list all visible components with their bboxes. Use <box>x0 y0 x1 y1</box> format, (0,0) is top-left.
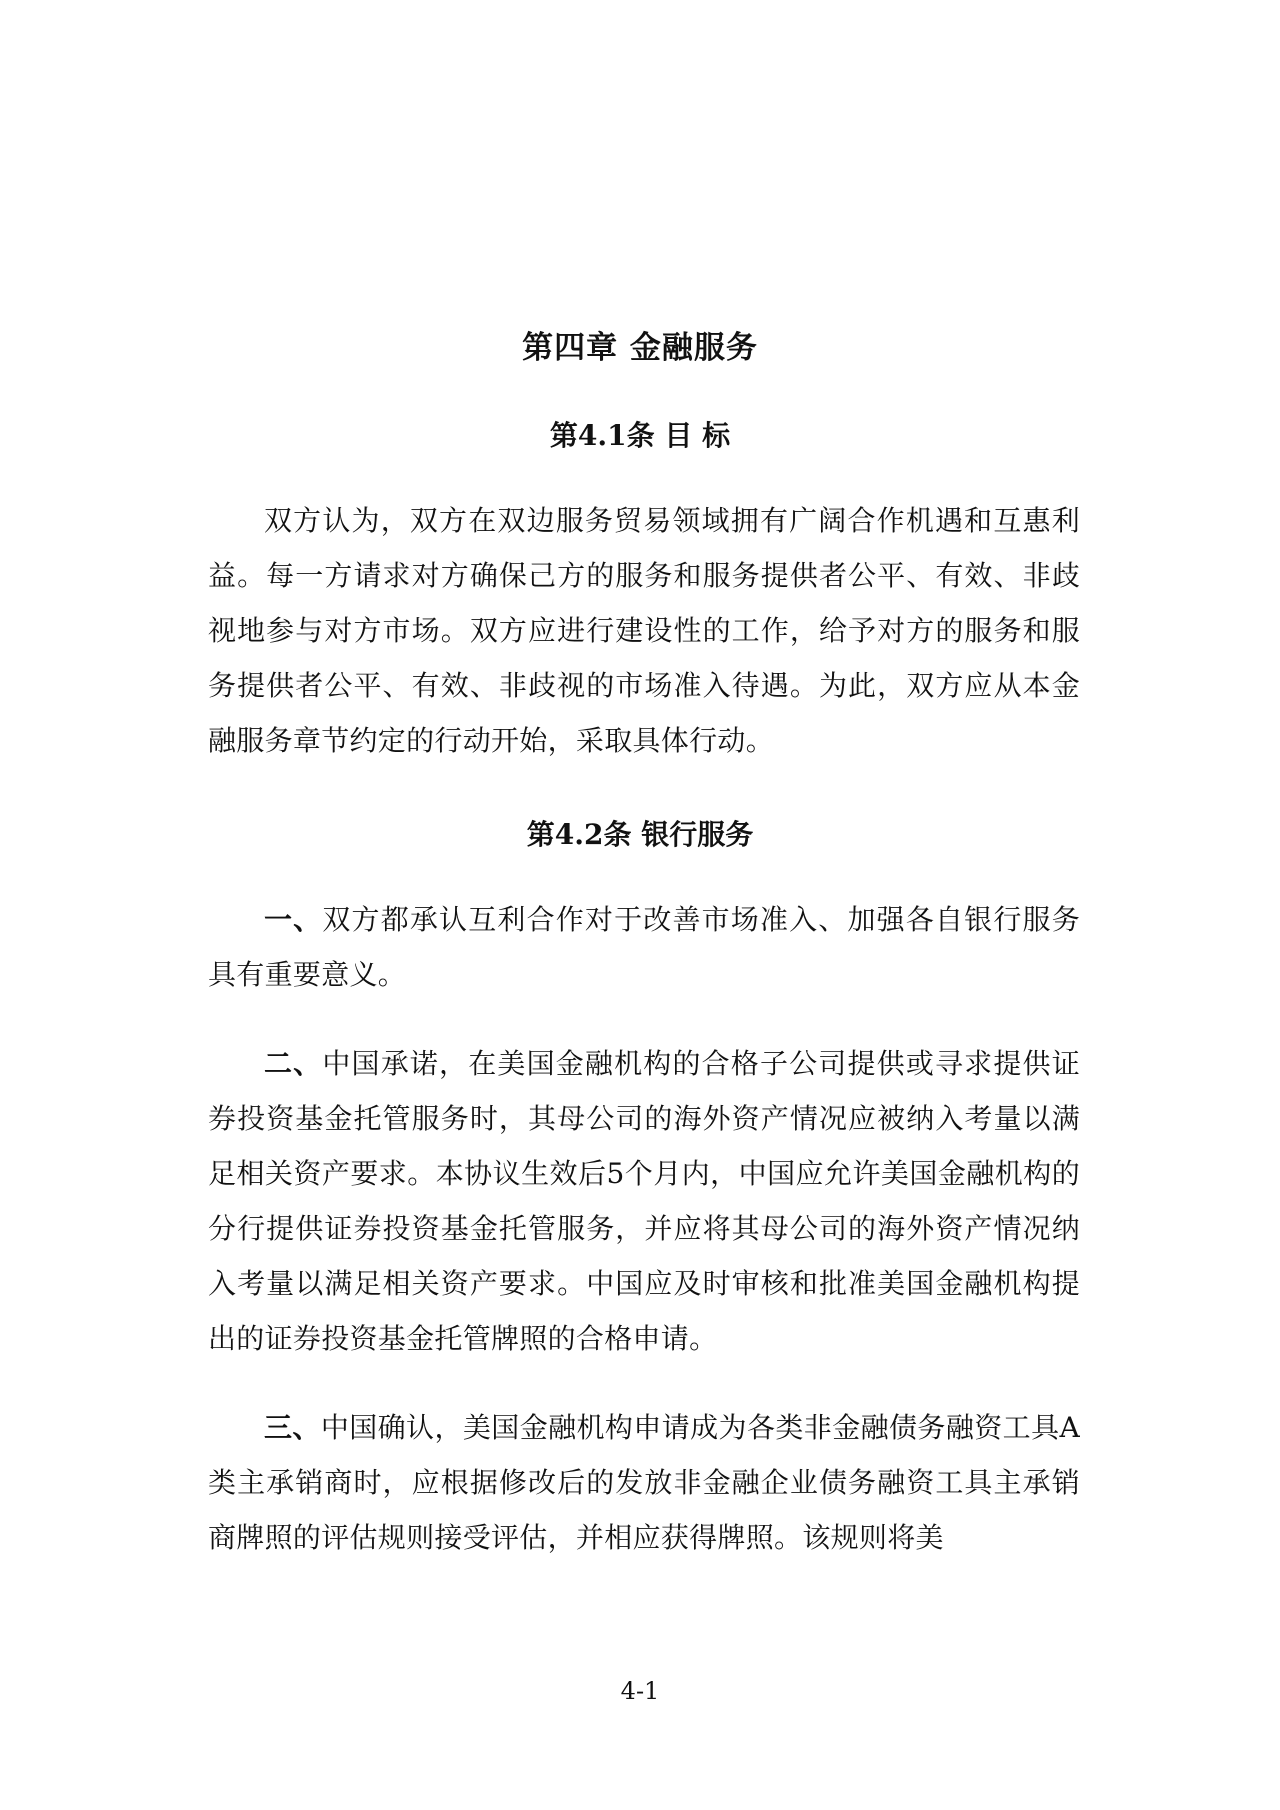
paragraph <box>208 493 1080 768</box>
paragraph <box>208 892 1080 1002</box>
paragraph-text: 双方都承认互利合作对于改善市场准入、加强各自银行服务具有重要意义。 <box>208 903 1080 991</box>
paragraph-lead: 三、 <box>264 1411 321 1444</box>
paragraph-text: 双方认为，双方在双边服务贸易领域拥有广阔合作机遇和互惠利益。每一方请求对方确保己方的服务和服务提供者公平、有效、非歧视地参与对方市场。双方应进行建设性的工作，给予对方的服务和服务提供者公平、有效、非歧视的市场准入待遇。为此，双方应从本金融服务章节约定的行动开始，采取具体行动。 <box>208 504 1080 757</box>
article-title: 第4.1条 目 标 <box>549 419 731 452</box>
paragraph <box>208 1400 1080 1565</box>
paragraph-lead: 一、 <box>264 903 323 936</box>
page-number: 4-1 <box>620 1677 660 1705</box>
paragraph-lead: 二、 <box>264 1047 323 1080</box>
chapter-title: 第四章 金融服务 <box>522 330 758 366</box>
article-title: 第4.2条 银行服务 <box>526 818 754 851</box>
paragraph-text: 中国承诺，在美国金融机构的合格子公司提供或寻求提供证券投资基金托管服务时，其母公司的海外资产情况应被纳入考量以满足相关资产要求。本协议生效后5个月内，中国应允许美国金融机构的分行提供证券投资基金托管服务，并应将其母公司的海外资产情况纳入考量以满足相关资产要求。中国应及时审核和批准美国金融机构提出的证券投资基金托管牌照的合格申请。 <box>208 1047 1080 1355</box>
paragraph <box>208 1036 1080 1366</box>
paragraph-text: 中国确认，美国金融机构申请成为各类非金融债务融资工具A类主承销商时，应根据修改后的发放非金融企业债务融资工具主承销商牌照的评估规则接受评估，并相应获得牌照。该规则将美 <box>208 1411 1080 1554</box>
